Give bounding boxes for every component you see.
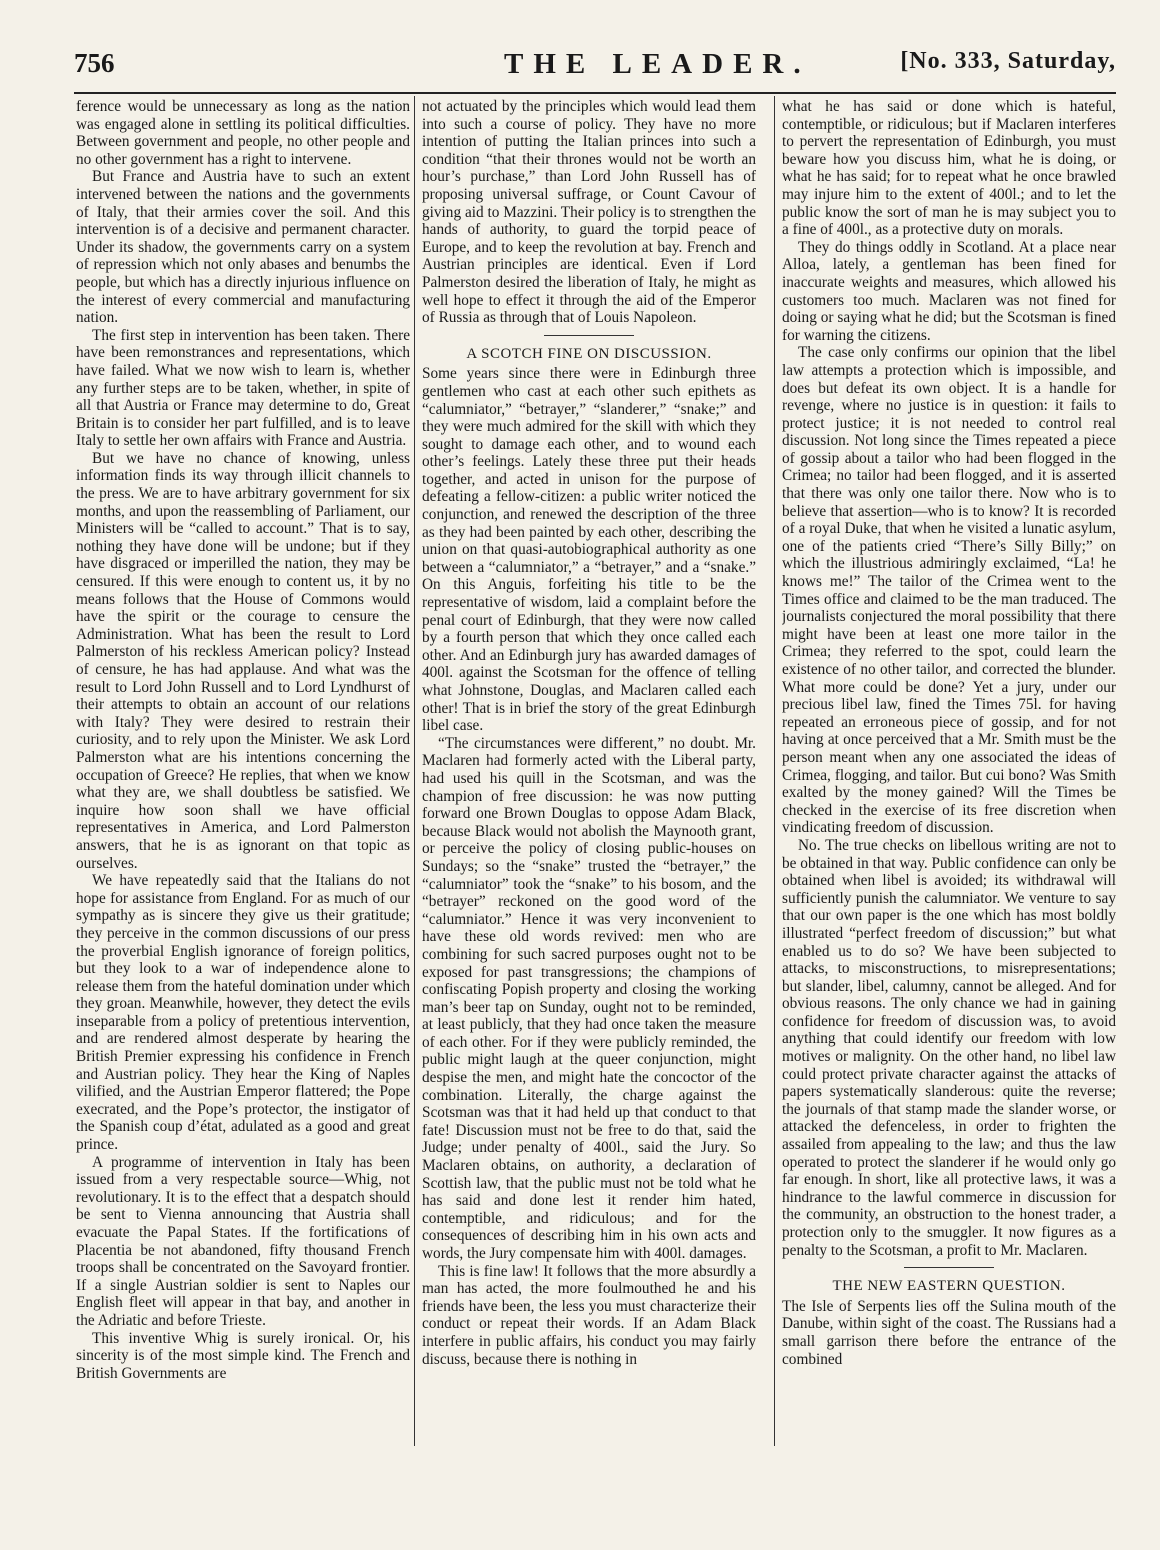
paragraph: But we have no chance of knowing, unless information finds its way through illicit channels to the press. We are to have arbitrary government for six months, and upon the reassembling of Parliament, our Ministers will be “called to account.” That is to say, nothing they have done will be undone; but if they have disgraced or imperilled the nation, they may be censured. If this were enough to content us, it by no means follows that the House of Commons would have the spirit or the courage to censure the Administration. What has been the result to Lord Palmerston of his reckless American policy? Instead of censure, he has had applause. And what was the result to Lord John Russell and to Lord Lyndhurst of their attempts to obtain an account of our relations with Italy? They were desired to restrain their curiosity, and to rely upon the Minister. We ask Lord Palmerston what are his intentions concerning the occupation of Greece? He replies, that when we know what they are, we shall doubtless be satisfied. We inquire how soon shall we have official representatives in America, and Lord Palmerston answers, that he is as ignorant on that topic as ourselves. <box>76 449 410 872</box>
paragraph: not actuated by the principles which would lead them into such a course of policy. They have no more intention of putting the Italian princes into such a condition “that their thrones would not be worth an hour’s purchase,” than Lord John Russell has of proposing universal suffrage, or Count Cavour of giving aid to Mazzini. Their policy is to strengthen the hands of authority, to guard the torpid peace of Europe, and to keep the revolution at bay. French and Austrian principles are identical. Even if Lord Palmerston desired the liberation of Italy, he might as well hope to effect it through the aid of the Emperor of Russia as through that of Louis Napoleon. <box>422 98 756 327</box>
paragraph: Some years since there were in Edinburgh three gentlemen who cast at each other such epithets as “calumniator,” “betrayer,” “slanderer,” “snake;” and they were much admired for the skill with which they sought to damage each other, and to wound each other’s feelings. Lately these three put their heads together, and acted in unison for the purpose of defeating a fellow-citizen: a public writer noticed the conjunction, and renewed the description of the three as they had been painted by each other, describing the union on that quasi-autobiographical authority as one between a “calumniator,” a “betrayer,” and a “snake.” On this Anguis, forfeiting his title to be the representative of wisdom, laid a complaint before the penal court of Edinburgh, that they were now called by a fourth person that which they once called each other. And an Edinburgh jury has awarded damages of 400l. against the Scotsman for the offence of telling what Johnstone, Douglas, and Maclaren called each other! That is in brief the story of the great Edinburgh libel case. <box>422 365 756 735</box>
column-1 <box>76 98 410 1446</box>
paragraph: The first step in intervention has been taken. There have been remonstrances and representations, which have failed. What we now wish to learn is, whether any further steps are to be taken, whether, in spite of all that Austria or France may determine to do, Great Britain is to consider her part fulfilled, and is to leave Italy to settle her own affairs with France and Austria. <box>76 326 410 450</box>
section-divider <box>544 335 634 336</box>
paragraph: We have repeatedly said that the Italians do not hope for assistance from England. For as much of our sympathy as is sincere they give us their gratitude; they perceive in the common discussions of our press the proverbial English ignorance of foreign politics, but they look to a war of independence alone to release them from the hateful domination under which they groan. Meanwhile, however, they detect the evils inseparable from a policy of pretentious intervention, and are rendered almost desperate by hearing the British Premier expressing his confidence in French and Austrian policy. They hear the King of Naples vilified, and the Austrian Emperor flattered; the Pope execrated, and the Pope’s protector, the instigator of the Spanish coup d’état, adulated as a good and great prince. <box>76 872 410 1154</box>
paragraph: But France and Austria have to such an extent intervened between the nations and the governments of Italy, that their armies cover the soil. And this intervention is of a decisive and permanent character. Under its shadow, the governments carry on a system of repression which not only abases and benumbs the people, but which has a directly injurious influence on the interest of every commercial and manufacturing nation. <box>76 168 410 327</box>
paragraph: This inventive Whig is surely ironical. Or, his sincerity is of the most simple kind. The French and British Governments are <box>76 1329 410 1382</box>
paragraph: The Isle of Serpents lies off the Sulina mouth of the Danube, within sight of the coast. The Russians had a small garrison there before the entrance of the combined <box>782 1297 1116 1368</box>
paper-title: THE LEADER. <box>504 48 811 80</box>
paragraph: No. The true checks on libellous writing are not to be obtained in that way. Public confidence can only be obtained when libel is avoided; its withdrawal will sufficiently punish the calumniator. We venture to say that our own paper is the one which has most boldly illustrated “perfect freedom of discussion;” but what enabled us to do so? We have been subjected to attacks, to misconstructions, to misrepresentations; but slander, libel, calumny, cannot be alleged. And for obvious reasons. The only chance we had in gaining confidence for freedom of discussion was, to avoid anything that could identify our freedom with low motives or malignity. On the other hand, no libel law could protect private character against the attacks of papers systematically slanderous: quite the reverse; the journals of that stamp made the slander worse, or attacked the defenceless, in order to frighten the assailed from appealing to the law; and thus the law operated to protect the slanderer if he would only go far enough. In short, like all protective laws, it was a hindrance to the lawful commerce in discussion for the community, an obstruction to the honest trader, a protection only to the smuggler. It now figures as a penalty to the Scotsman, a profit to Mr. Maclaren. <box>782 836 1116 1259</box>
paragraph: “The circumstances were different,” no doubt. Mr. Maclaren had formerly acted with the Liberal party, had used his quill in the Scotsman, and was the champion of free discussion: he was now putting forward one Brown Douglas to oppose Adam Black, because Black would not abolish the Maynooth grant, or perceive the policy of closing public-houses on Sundays; so the “snake” trusted the “betrayer,” the “calumniator” took the “snake” to his bosom, and the “betrayer” reckoned on the good word of the “calumniator.” Hence it was very inconvenient to have these old words revived: men who are combining for such sacred purposes ought not to be exposed for past transgressions; the champions of confiscating Popish property and closing the working man’s beer tap on Sunday, ought not to be reminded, at least publicly, that they had once taken the measure of each other. For if they were publicly reminded, the public might laugh at the queer conjunction, might despise the men, and might hate the concoctor of the combination. Literally, the charge against the Scotsman was that it had held up that conduct to that fate! Discussion must not be free to do that, said the Judge; under penalty of 400l., said the Jury. So Maclaren obtains, on authority, a declaration of Scottish law, that the public must not be told what he has said and done lest it render him hated, contemptible, and ridiculous; and for the consequences of describing him in his own acts and words, the Jury compensate him with 400l. damages. <box>422 734 756 1262</box>
column-3 <box>782 98 1116 1446</box>
paragraph: ference would be unnecessary as long as the nation was engaged alone in settling its political difficulties. Between government and people, no other people and no other government has a right to intervene. <box>76 98 410 168</box>
article-heading: THE NEW EASTERN QUESTION. <box>832 1278 1066 1295</box>
column-2 <box>422 98 756 1446</box>
paragraph: This is fine law! It follows that the more absurdly a man has acted, the more foulmouthed he and his friends have been, the less you must characterize their conduct or repeat their words. If an Adam Black interfere in public affairs, his conduct you may fairly discuss, because there is nothing in <box>422 1262 756 1368</box>
column-rule <box>414 96 415 1446</box>
masthead <box>74 48 1116 94</box>
column-rule <box>774 96 775 1446</box>
page-number: 756 <box>74 48 115 78</box>
issue-info: [No. 333, Saturday, <box>900 48 1116 74</box>
section-divider <box>904 1267 994 1268</box>
paragraph: The case only confirms our opinion that the libel law attempts a protection which is impossible, and does but defeat its own object. It is a handle for revenge, where no justice is in question: it fails to protect justice; it is not needed to control real discussion. Not long since the Times repeated a piece of gossip about a tailor who had been flogged in the Crimea; no tailor had been flogged, and it is asserted that there was only one tailor there. Now who is to believe that assertion—who is to know? It is recorded of a royal Duke, that when he visited a lunatic asylum, one of the patients cried “There’s Silly Billy;” on which the illustrious admiringly exclaimed, “La! he knows me!” The tailor of the Crimea went to the Times office and claimed to be the man traduced. The journalists conjectured the moral possibility that there might have been at least one more tailor in the Crimea; they referred to the spot, could learn the existence of no other tailor, and corrected the blunder. What more could be done? Yet a jury, under our precious libel law, fined the Times 75l. for having repeated an erroneous piece of gossip, and for not having at once perceived that a Mr. Smith must be the person meant when any one associated the ideas of Crimea, flogging, and tailor. But cui bono? Was Smith exalted by the money gained? Will the Times be checked in the exercise of its free discretion when vindicating freedom of discussion. <box>782 344 1116 837</box>
article-heading: A SCOTCH FINE ON DISCUSSION. <box>466 345 712 362</box>
paragraph: A programme of intervention in Italy has been issued from a very respectable source—Whig, not revolutionary. It is to the effect that a despatch should be sent to Vienna announcing that Austria shall evacuate the Papal States. If the fortifications of Placentia be not abandoned, fifty thousand French troops shall be concentrated on the Savoyard frontier. If a single Austrian soldier is sent to Naples our English fleet will appear in that bay, and another in the Adriatic and before Trieste. <box>76 1153 410 1329</box>
paragraph: what he has said or done which is hateful, contemptible, or ridiculous; but if Maclaren interferes to pervert the representation of Edinburgh, you must beware how you discuss him, what he is doing, or what he has said; for to repeat what he once brawled may injure him to the extent of 400l.; and to let the public know the sort of man he is may subject you to a fine of 400l., as a protective duty on morals. <box>782 98 1116 239</box>
paragraph: They do things oddly in Scotland. At a place near Alloa, lately, a gentleman has been fined for inaccurate weights and measures, which allowed his customers too much. Maclaren was not fined for doing or saying what he did; but the Scotsman is fined for warning the citizens. <box>782 238 1116 344</box>
